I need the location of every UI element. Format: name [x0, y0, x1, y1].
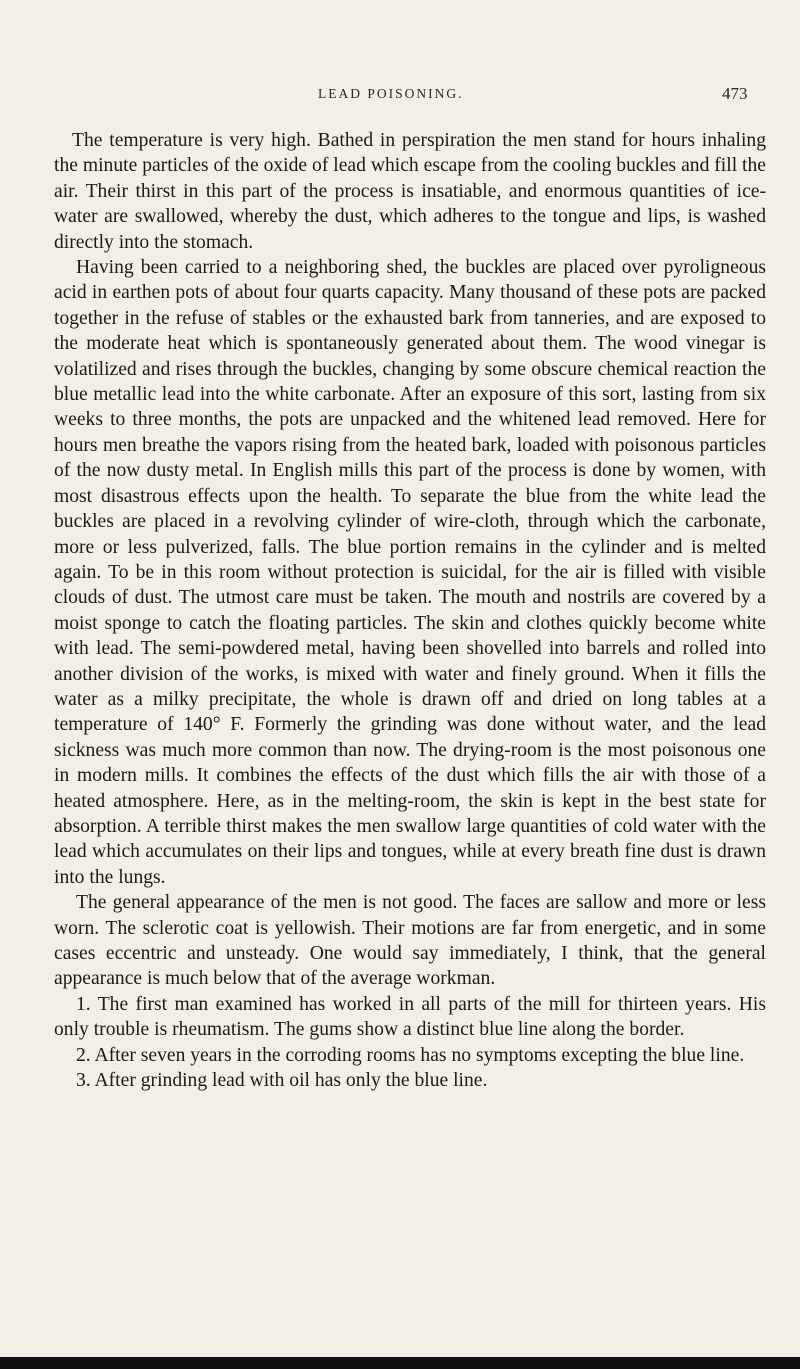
numbered-item-2: 2. After seven years in the corroding rooms has no symptoms excepting the blue line.	[76, 1044, 745, 1066]
numbered-item-1: 1. The first man examined has worked in all parts of the mill for thirteen years. His only trouble is rheumatism. The gums show a distinct blue line along the border.	[54, 993, 766, 1041]
paragraph-2: Having been carried to a neighboring shed, the buckles are placed over pyroligneous acid in earthen pots of about four quarts capacity. Many thousand of these pots are packed together in the refuse of stables or the exhausted bark from tanneries, and are exposed to the moderate heat which is spontaneously generated about them. The wood vinegar is volatilized and rises through the buckles, changing by some obscure chemical reaction the blue metallic lead into the white carbonate. After an exposure of this sort, lasting from six weeks to three months, the pots are unpacked and the whitened lead removed. Here for hours men breathe the vapors rising from the heated bark, loaded with poisonous particles of the now dusty metal. In English mills this part of the process is done by women, with most disastrous effects upon the health. To separate the blue from the white lead the buckles are placed in a revolving cylinder of wire-cloth, through which the carbonate, more or less pulverized, falls. The blue portion remains in the cylinder and is melted again. To be in this room without protection is suicidal, for the air is filled with visible clouds of dust. The utmost care must be taken. The mouth and nostrils are covered by a moist sponge to catch the floating particles. The skin and clothes quickly become white with lead. The semi-powdered metal, having been shovelled into barrels and rolled into another division of the works, is mixed with water and finely ground. When it fills the water as a milky precipitate, the whole is drawn off and dried on long tables at a temperature of 140° F. Formerly the grinding was done without water, and the lead sickness was much more common than now. The drying-room is the most poisonous one in modern mills. It combines the effects of the dust which fills the air with those of a heated atmosphere. Here, as in the melting-room, the skin is kept in the best state for absorption. A terrible thirst makes the men swallow large quantities of cold water with the lead which accumulates on their lips and tongues, while at every breath fine dust is drawn into the lungs.	[54, 257, 766, 888]
running-head: LEAD POISONING.	[318, 86, 464, 101]
body-text	[54, 128, 766, 1093]
paragraph-3: The general appearance of the men is not good. The faces are sallow and more or less worn. The sclerotic coat is yellowish. Their motions are far from energetic, and in some cases eccentric and unsteady. One would say immediately, I think, that the general appearance is much below that of the average workman.	[54, 892, 766, 990]
numbered-item-3: 3. After grinding lead with oil has only the blue line.	[76, 1070, 488, 1092]
paragraph-1: The temperature is very high. Bathed in perspiration the men stand for hours inhaling the minute particles of the oxide of lead which escape from the cooling buckles and fill the air. Their thirst in this part of the process is insatiable, and enormous quantities of ice-water are swallowed, whereby the dust, which adheres to the tongue and lips, is washed directly into the stomach.	[54, 130, 766, 253]
bottom-border	[0, 1357, 800, 1369]
page-number: 473	[722, 84, 748, 103]
